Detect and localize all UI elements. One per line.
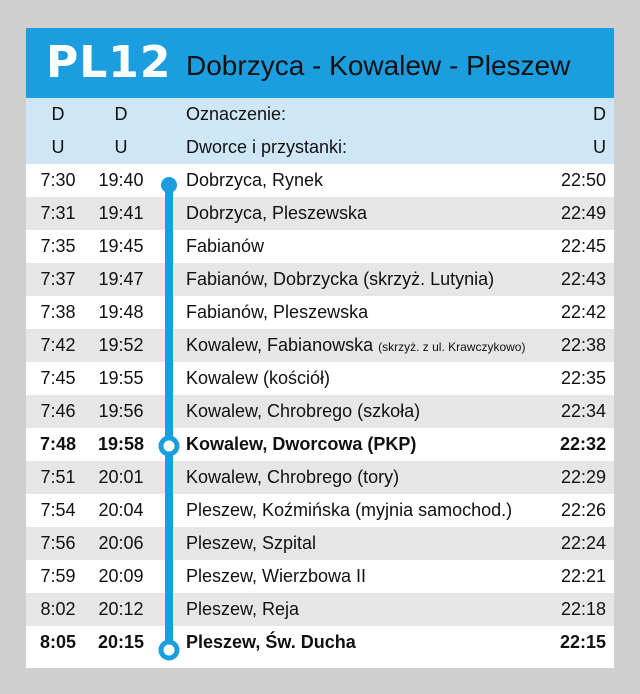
departure-2: 19:55 (98, 368, 144, 388)
departure-1: 7:48 (39, 434, 77, 454)
departure-return: 22:45 (560, 236, 606, 256)
departure-2: 19:45 (98, 236, 144, 256)
departure-1: 7:46 (40, 401, 76, 421)
route-code: PL12 (46, 37, 172, 88)
departure-1: 7:38 (40, 302, 76, 322)
route-name: Dobrzyca - Kowalew - Pleszew (186, 50, 571, 81)
stop-name: Pleszew, Reja (186, 599, 300, 619)
departure-return: 22:42 (560, 302, 606, 322)
departure-2: 20:04 (98, 500, 144, 520)
departure-2: 19:48 (98, 302, 144, 322)
departure-return: 22:24 (560, 533, 606, 553)
departure-return: 22:49 (560, 203, 606, 223)
stop-name: Kowalew, Chrobrego (tory) (186, 467, 400, 487)
designation-label: Oznaczenie: (186, 104, 287, 124)
stop-name: Pleszew, Św. Ducha (186, 632, 356, 652)
departure-1: 7:30 (40, 170, 76, 190)
departure-return: 22:38 (560, 335, 606, 355)
stop-name: Fabianów, Pleszewska (186, 302, 369, 322)
departure-2: 19:41 (98, 203, 144, 223)
departure-return: 22:35 (560, 368, 606, 388)
departure-return: 22:34 (560, 401, 606, 421)
departure-1: 7:45 (40, 368, 76, 388)
stop-name: Dobrzyca, Pleszewska (186, 203, 368, 223)
stop-name: Kowalew, Dworcowa (PKP) (186, 434, 417, 454)
departure-1: 7:35 (40, 236, 76, 256)
col4-marker: U (593, 137, 606, 157)
departure-return: 22:50 (560, 170, 606, 190)
departure-1: 7:56 (40, 533, 76, 553)
departure-return: 22:29 (560, 467, 606, 487)
departure-1: 7:37 (40, 269, 76, 289)
col1-designation: D (51, 104, 65, 124)
departure-1: 8:02 (40, 599, 76, 619)
departure-1: 7:42 (40, 335, 76, 355)
stop-name: Kowalew (kościół) (186, 368, 331, 388)
departure-return: 22:21 (560, 566, 606, 586)
departure-2: 19:52 (98, 335, 144, 355)
col2-marker: U (114, 137, 128, 157)
stop-name-note: (skrzyż. z ul. Krawczykowo) (378, 340, 526, 354)
stops-label: Dworce i przystanki: (186, 137, 348, 157)
departure-2: 20:06 (98, 533, 144, 553)
departure-2: 19:58 (97, 434, 145, 454)
departure-2: 20:12 (98, 599, 144, 619)
departure-return: 22:32 (559, 434, 606, 454)
departure-return: 22:43 (560, 269, 606, 289)
departure-return: 22:26 (560, 500, 606, 520)
departure-2: 19:47 (98, 269, 144, 289)
departure-2: 19:40 (98, 170, 144, 190)
stop-name: Pleszew, Koźmińska (myjnia samochod.) (186, 500, 513, 520)
stop-name: Kowalew, Chrobrego (szkoła) (186, 401, 421, 421)
stop-name: Pleszew, Szpital (186, 533, 317, 553)
route-start-dot (161, 177, 177, 193)
stop-name: Fabianów, Dobrzycka (skrzyż. Lutynia) (186, 269, 495, 289)
departure-return: 22:18 (560, 599, 606, 619)
route-major-stop-marker (161, 438, 177, 454)
departure-1: 8:05 (39, 632, 77, 652)
departure-1: 7:59 (40, 566, 76, 586)
stop-name-main: Kowalew, Fabianowska (186, 335, 374, 355)
col1-marker: U (51, 137, 65, 157)
col2-designation: D (114, 104, 128, 124)
stop-name: Pleszew, Wierzbowa II (186, 566, 367, 586)
departure-1: 7:51 (40, 467, 76, 487)
timetable-card (26, 28, 614, 668)
departure-2: 20:15 (97, 632, 145, 652)
departure-2: 20:09 (98, 566, 144, 586)
departure-return: 22:15 (559, 632, 606, 652)
stop-name: Fabianów (186, 236, 265, 256)
departure-2: 19:56 (98, 401, 144, 421)
departure-1: 7:31 (40, 203, 76, 223)
route-line (26, 28, 614, 668)
departure-1: 7:54 (40, 500, 76, 520)
col4-designation: D (593, 104, 606, 124)
departure-2: 20:01 (98, 467, 144, 487)
route-end-stop-marker (161, 642, 177, 658)
stop-name: Dobrzyca, Rynek (186, 170, 324, 190)
